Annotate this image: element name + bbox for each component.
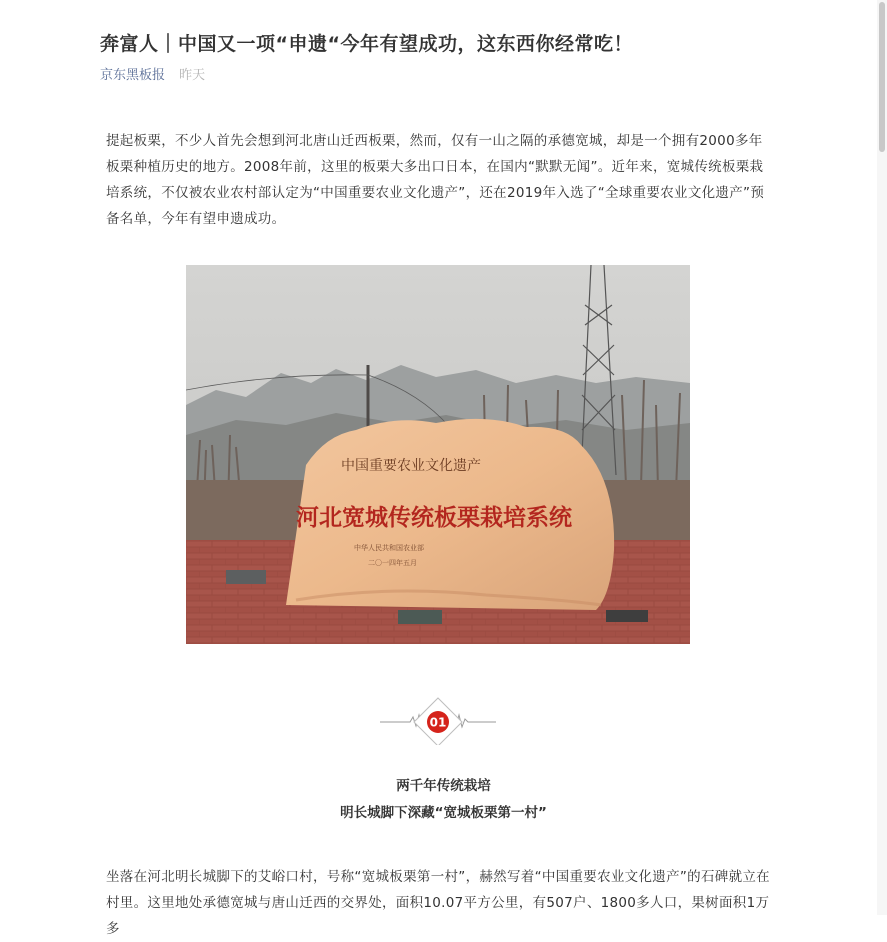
monument-text-system: 河北宽城传统板栗栽培系统	[296, 504, 572, 531]
article-meta	[100, 66, 205, 86]
monument-text-ministry: 中华人民共和国农业部	[354, 544, 424, 552]
scrollbar-thumb[interactable]	[879, 2, 885, 152]
body-paragraph: 坐落在河北明长城脚下的艾峪口村，号称“宽城板栗第一村”，赫然写着“中国重要农业文化遗产”的石碑就立在村里。这里地处承德宽城与唐山迁西的交界处，面积10.07平方公里，有507户、1800多人口，果树面积1万多	[106, 869, 770, 937]
monument-text-date: 二〇一四年五月	[368, 559, 417, 567]
section-number: 01	[429, 715, 447, 730]
section-subtitle-1: 两千年传统栽培	[396, 778, 491, 794]
author-link[interactable]: 京东黑板报	[100, 68, 166, 83]
monument-text-heritage: 中国重要农业文化遗产	[341, 458, 481, 474]
monument-photo	[186, 265, 690, 644]
publish-date: 昨天	[179, 68, 206, 83]
article-title: 奔富人｜中国又一项“申遗“今年有望成功，这东西你经常吃！	[100, 33, 633, 55]
intro-paragraph: 提起板栗，不少人首先会想到河北唐山迁西板栗，然而，仅有一山之隔的承德宽城，却是一个拥有2000多年板栗种植历史的地方。2008年前，这里的板栗大多出口日本，在国内“默默无闻”。近年来，宽城传统板栗栽培系统，不仅被农业农村部认定为“中国重要农业文化遗产”，还在2019年入选了“全球重要农业文化遗产”预备名单，今年有望申遗成功。	[106, 133, 765, 227]
section-divider	[380, 697, 496, 745]
scrollbar[interactable]	[877, 0, 887, 915]
section-subtitle-2: 明长城脚下深藏“宽城板栗第一村”	[340, 805, 547, 821]
